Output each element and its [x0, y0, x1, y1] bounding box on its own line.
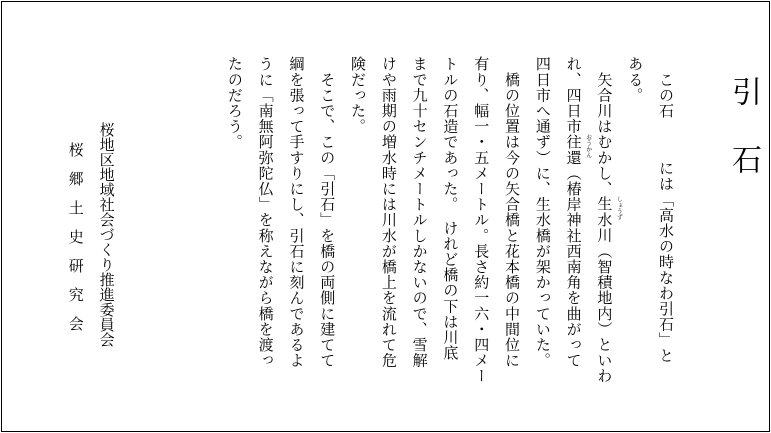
ruby-word: 往還 おうかん [564, 134, 592, 166]
text-column: けや雨期の増水時には川水が橋上を流れて危 [379, 56, 398, 368]
society-name: 桜郷土史研究会 [66, 142, 85, 345]
credits [60, 122, 122, 382]
text-column: まで九十センチメートルしかないので、雪解 [410, 56, 429, 368]
ruby-word: 生水川 しょうず [595, 196, 623, 244]
text-column: 矢合川はむかし、生水川 しょうず （智積地内）といわ [595, 71, 623, 384]
furigana: おうかん [584, 134, 592, 158]
furigana: しょうず [615, 196, 623, 221]
text-column: この石には「高水の時なわ引石」と [657, 71, 675, 364]
text-column: うに「南無阿弥陀仏」を称えながら橋を渡っ [256, 56, 275, 368]
committee-name: 桜地区地域社会づくり推進委員会 [97, 122, 116, 347]
text-column: そこで、この「引石」を橋の両側に建てて [318, 71, 337, 369]
text-column: 険だった。 [349, 56, 368, 134]
text-column: 橋の位置は今の矢合橋と花本橋の中間位に [503, 71, 522, 369]
body-text [219, 56, 681, 396]
text-column: トルの石造であった。 けれど橋の下は川底 [441, 56, 460, 361]
page-title: 引石 [726, 76, 761, 212]
text-column: たのだろう。 [225, 56, 244, 150]
text-column: 綱を張って手すりにし、引石に刻んであるよ [287, 56, 306, 368]
notice-sheet [1, 1, 770, 432]
text-column: 四日市へ通ず）に、生水橋が架かっていた。 [533, 56, 552, 368]
text-column: ある。 [626, 56, 645, 103]
text-column: れ、四日市往還 おうかん （椿岸神社西南角を曲がって [564, 56, 592, 369]
text-column: 有り、幅一・五メートル。長さ約一六・四メー [472, 56, 491, 384]
